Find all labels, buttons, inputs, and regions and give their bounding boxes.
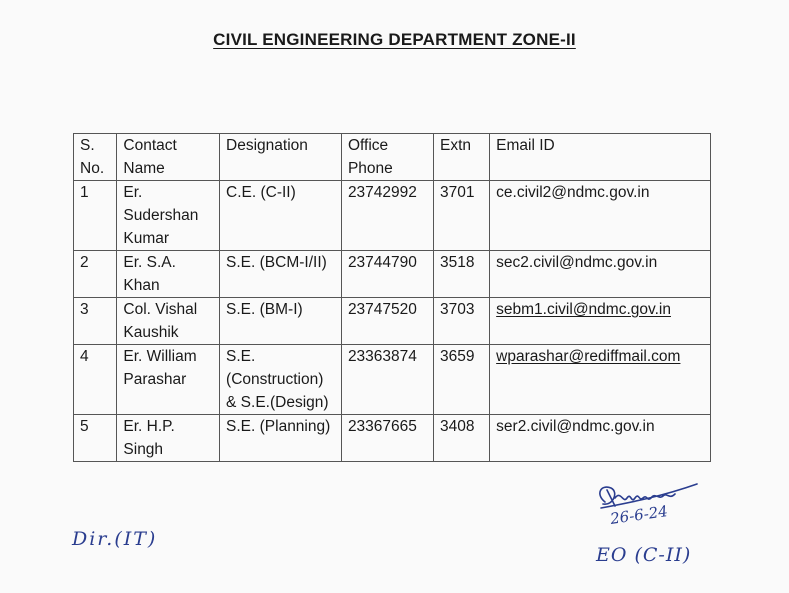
header-designation: Designation	[220, 134, 342, 181]
cell-extn: 3518	[433, 251, 489, 298]
page-title	[0, 30, 789, 50]
handwritten-date: 26-6-24	[609, 502, 669, 528]
cell-email-id: ce.civil2@ndmc.gov.in	[490, 181, 711, 251]
table-body	[74, 181, 711, 462]
cell-contact-name: Er. Sudershan Kumar	[117, 181, 220, 251]
cell-office-phone: 23367665	[341, 415, 433, 462]
cell-email-id: wparashar@rediffmail.com	[490, 345, 711, 415]
handwritten-dir-note: Dir.(IT)	[72, 528, 158, 550]
header-extn: Extn	[433, 134, 489, 181]
cell-extn: 3701	[433, 181, 489, 251]
cell-contact-name: Er. William Parashar	[117, 345, 220, 415]
cell-extn: 3408	[433, 415, 489, 462]
cell-office-phone: 23747520	[341, 298, 433, 345]
cell-email-id: sec2.civil@ndmc.gov.in	[490, 251, 711, 298]
cell-sno: 5	[74, 415, 117, 462]
table-header	[74, 134, 711, 181]
cell-sno: 3	[74, 298, 117, 345]
cell-designation: S.E. (BM-I)	[220, 298, 342, 345]
header-contact-name: Contact Name	[117, 134, 220, 181]
table-row	[74, 251, 711, 298]
cell-contact-name: Er. S.A. Khan	[117, 251, 220, 298]
cell-contact-name: Er. H.P. Singh	[117, 415, 220, 462]
cell-extn: 3659	[433, 345, 489, 415]
header-office-phone: Office Phone	[341, 134, 433, 181]
cell-office-phone: 23363874	[341, 345, 433, 415]
cell-office-phone: 23742992	[341, 181, 433, 251]
cell-designation: C.E. (C-II)	[220, 181, 342, 251]
header-row	[74, 134, 711, 181]
cell-designation: S.E. (Construction) & S.E.(Design)	[220, 345, 342, 415]
contacts-table	[73, 133, 711, 462]
cell-sno: 4	[74, 345, 117, 415]
table-row	[74, 415, 711, 462]
cell-designation: S.E. (BCM-I/II)	[220, 251, 342, 298]
cell-extn: 3703	[433, 298, 489, 345]
cell-sno: 2	[74, 251, 117, 298]
header-email-id: Email ID	[490, 134, 711, 181]
cell-contact-name: Col. Vishal Kaushik	[117, 298, 220, 345]
cell-email-id: ser2.civil@ndmc.gov.in	[490, 415, 711, 462]
cell-designation: S.E. (Planning)	[220, 415, 342, 462]
cell-email-id: sebm1.civil@ndmc.gov.in	[490, 298, 711, 345]
page-title-text: CIVIL ENGINEERING DEPARTMENT ZONE-II	[213, 30, 576, 49]
handwritten-office: EO (C-II)	[596, 544, 692, 566]
table-row	[74, 181, 711, 251]
cell-office-phone: 23744790	[341, 251, 433, 298]
table-row	[74, 345, 711, 415]
header-sno: S. No.	[74, 134, 117, 181]
cell-sno: 1	[74, 181, 117, 251]
table-row	[74, 298, 711, 345]
